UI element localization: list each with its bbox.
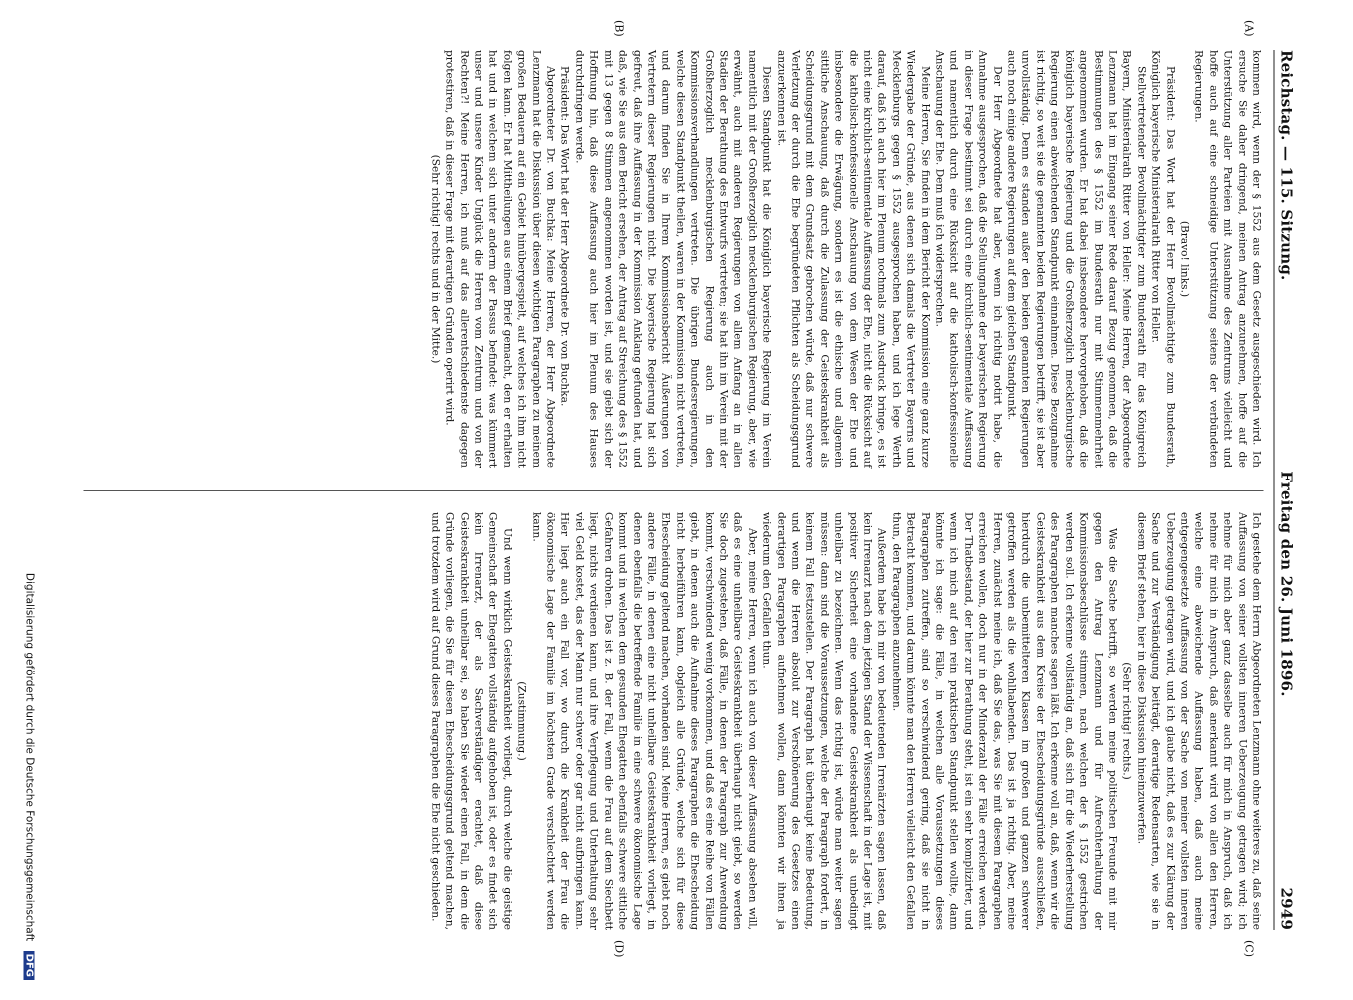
paragraph: Diesen Standpunkt hat die Königlich bayerische Regierung im Verein namentlich mit der Großherzoglich mecklenburgischen Regierung, aber, wie erwähnt, auch mit anderen Regierungen von allem Anfang an in allen Stadien der Berathung des Entwurfs vertreten; sie hat ihn im Verein mit der Großherzoglich mecklenburgischen Regierung auch in den Kommissionsverhandlungen vertreten. Die übrigen Bundesregierungen, welche diesen Standpunkt theilen, waren in der Kommission nicht vertreten, und darum finden Sie in Ihrem Kommissionsbericht Äußerungen von Vertretern dieser Regierungen nicht. Die bayerische Regierung hat sich gefreut, daß ihre Auffassung in der Kommission Anklang gefunden hat, und daß, wie Sie aus dem Bericht ersehen, der Antrag auf Streichung des § 1552 mit 13 gegen 8 Stimmen angenommen worden ist, und sie giebt sich der Hoffnung hin, daß diese Auffassung auch hier im Plenum des Hauses durchdringen werde. bbox=[572, 50, 773, 468]
header-rule bbox=[1273, 50, 1274, 930]
interjection: (Sehr richtig! rechts.) bbox=[1120, 662, 1133, 780]
digitization-notice bbox=[23, 120, 35, 980]
margin-marker-d: (D) bbox=[612, 940, 625, 958]
paragraph: Meine Herren, Sie finden in dem Bericht der Kommission eine ganz kurze Wiedergabe der Gründe, aus denen sich damals die Vertreter Bayerns und Mecklenburgs gegen § 1552 ausgesprochen haben, und ich lege Werth darauf, daß ich auch hier im Plenum nochmals zum Ausdruck bringe, es ist nicht eine kirchlich-sentimentale Auffassung der Ehe, nicht die Rücksicht auf die katholisch-konfessionelle Anschauung von dem Wesen der Ehe und insbesondere die Erwägung, sondern es ist die ethische und allgemein sittliche Anschauung, daß durch die Zulassung der Geisteskrankheit als Scheidungsgrund mit dem Grundsatz gebrochen würde, daß nur schwere Verletzung der durch die Ehe begründeten Pflichten als Scheidungsgrund anzuerkennen ist. bbox=[774, 50, 931, 468]
paragraph: Der Herr Abgeordnete hat aber, wenn ich richtig notirt habe, die Annahme ausgesprochen, daß die Stellungnahme der bayerischen Regierung in dieser Frage bestimmt sei durch eine kirchlich-sentimentale Auffassung und namentlich durch eine Rücksicht auf die katholisch-konfessionelle Anschauung der Ehe. Dem muß ich widersprechen. bbox=[933, 50, 1003, 468]
paragraph: Außerdem habe ich mir von bedeutenden Irrenärzten sagen lassen, daß kein Irrenarzt nach dem jetzigen Stand der Wissenschaft in der Lage ist, mit positiver Sicherheit eine vorhandene Geisteskrankheit als unbedingt unheilbar zu bezeichnen. Wenn das richtig ist, würde man weiter sagen müssen: dann sind die Voraussetzungen, welche der Paragraph fordert, in keinem Fall festzustellen. Der Paragraph hat überhaupt keine Bedeutung, und wenn die Herren absolut zur Verschönerung des Gesetzes einen derartigen Paragraphen aufnehmen wollen, dann könnten wir ihnen ja wiederum den Gefallen thun. bbox=[760, 512, 888, 930]
column-divider bbox=[83, 490, 1263, 491]
header-session: Reichstag. — 115. Sitzung. bbox=[1277, 50, 1295, 281]
right-column bbox=[427, 512, 1263, 930]
document-page bbox=[55, 20, 1305, 958]
paragraph: Präsident: Das Wort hat der Herr Abgeordnete Dr. von Buchka. bbox=[558, 66, 571, 407]
paragraph: Was die Sache betrifft, so werden meine politischen Freunde mit mir gegen den Antrag Lenzmann und für Aufrechterhaltung der Kommissionsbeschlüsse stimmen, nach welchen der § 1552 gestrichen werden soll. Ich erkenne vollständig an, daß sich für die Wiederherstellung des Paragraphen manches sagen läßt. Ich erkenne voll an, daß, wenn wir die Geisteskrankheit aus dem Kreise der Ehescheidungsgründe ausschließen, hierdurch die unbemittelteren Klassen im großen und ganzen schwerer getroffen werden als die wohlhabenden. Das ist ja richtig. Aber, meine Herren, zunächst meine ich, daß Sie das, was Sie mit diesem Paragraphen erreichen wollen, doch nur in der Minderzahl der Fälle erreichen werden. Der Thatbestand, der hier zur Berathung steht, ist ein sehr komplizirter, und wenn ich mich auf den rein praktischen Standpunkt stellen wollte, dann könnte ich sage: die Fälle, in welchen alle Voraussetzungen dieses Paragraphen zutreffen, sind so verschwindend gering, daß sie nicht in Betracht kommen, und darum könnte man den Herren vielleicht den Gefallen thun, den Paragraphen anzunehmen. bbox=[889, 512, 1118, 930]
digitization-text: Digitalisierung gefördert durch die Deutsche Forschungsgemeinschaft bbox=[23, 572, 35, 942]
paragraph: Ich gestehe dem Herrn Abgeordneten Lenzmann ohne weiteres zu, daß seine Auffassung von seiner vollsten inneren Ueberzeugung getragen wird; ich nehme für mich aber ganz dasselbe auch für mich in Anspruch, daß ich nehme für mich in Anspruch, daß anerkannt wird von allen den Herren, welche eine abweichende Auffassung haben, daß auch meine entgegengesetzte Auffassung von der Sache von meiner vollsten inneren Ueberzeugung getragen wird, und ich glaube nicht, daß es zur Klärung der Sache und zur Verständigung beiträgt, derartige Redensarten, wie sie in diesem Brief stehen, hier in diese Diskussion hineinzuwerfen. bbox=[1134, 512, 1262, 930]
margin-marker-a: (A) bbox=[1242, 20, 1255, 37]
margin-marker-b: (B) bbox=[612, 20, 625, 37]
paragraph: Präsident: Das Wort hat der Herr Bevollmächtigte zum Bundesrath, Königlich bayerische Ministerialrath Ritter von Heller. bbox=[1149, 50, 1176, 468]
interjection: (Sehr richtig! rechts und in der Mitte.) bbox=[428, 154, 441, 364]
page-number: 2949 bbox=[1277, 887, 1295, 930]
left-column bbox=[427, 50, 1263, 468]
dfg-logo: DFG bbox=[24, 951, 35, 980]
interjection: (Zustimmung.) bbox=[515, 681, 528, 761]
paragraph: Abgeordneter Dr. von Buchka: Meine Herren, der Herr Abgeordnete Lenzmann hat die Diskussion über diesen wichtigen Paragraphen zu meinem großen Bedauern auf ein Gebiet hinübergespielt, auf welches ich ihm nicht folgen kann. Er hat Mittheilungen aus einem Brief gemacht, den er erhalten hat und in welchem sich unter anderm der Passus befindet: was kümmert unser und unsere Kinder Unglück die Herren vom Zentrum und von der Rechten?! Meine Herren, ich muß auf das allerentschiedenste dagegen protestiren, daß in dieser Frage mit derartigen Gründen operirt wird. bbox=[443, 50, 557, 468]
paragraph: kommen wird, wenn der § 1552 aus dem Gesetz ausgeschieden wird. Ich ersuche Sie daher dringend, meinen Antrag anzunehmen, hoffe auf die Unterstützung aller Parteien mit Ausnahme des Zentrums vielleicht und hoffe auch auf eine schneidige Unterstützung seitens der verbündeten Regierungen. bbox=[1192, 50, 1262, 468]
margin-marker-c: (C) bbox=[1242, 940, 1255, 957]
page-header bbox=[1277, 50, 1305, 930]
interjection: (Bravo! links.) bbox=[1177, 220, 1190, 298]
header-date: Freitag den 26. Juni 1896. bbox=[1277, 471, 1295, 697]
paragraph: Stellvertretender Bevollmächtigter zum Bundesrath für das Königreich Bayern, Ministerialrath Ritter von Heller: Meine Herren, der Abgeordnete Lenzmann hat im Eingang seiner Rede darauf Bezug genommen, daß die Bestimmungen des § 1552 im Bundesrath nur mit Stimmenmehrheit angenommen wurden. Er hat dabei insbesondere hervorgehoben, daß die königlich bayerische Regierung und die Großherzoglich mecklenburgische Regierung einen abweichenden Standpunkt einnahmen. Diese Bezugnahme ist richtig, so weit sie die genannten beiden Regierungen betrifft, sie ist aber unvollständig. Denn es standen außer den beiden genannten Regierungen auch noch einige andere Regierungen auf dem gleichen Standpunkt. bbox=[1005, 50, 1147, 468]
paragraph: Aber, meine Herren, wenn ich auch von dieser Auffassung absehen will, daß es eine unheilbare Geisteskrankheit überhaupt nicht giebt, so werden Sie doch zugestehen, daß Fälle, in denen der Paragraph zur Anwendung kommt, verschwindend wenig vorkommen, und daß es eine Reihe von Fällen giebt, in denen auch die Aufnahme dieses Paragraphen die Ehescheidung nicht herbeiführen kann, obgleich alle Gründe, welche sich für diese Ehescheidung geltend machen, vorhanden sind. Meine Herren, es giebt noch andere Fälle, in denen eine nicht unheilbare Geisteskrankheit vorliegt, in denen ebenfalls die betreffende Familie in eine schwere ökonomische Lage kommt und in welchen dem gesunden Ehegatten ebenfalls schwere sittliche Gefahren drohen. Das ist z. B. der Fall, wenn die Frau auf dem Siechbett liegt, nichts verdienen kann, und ihre Verpflegung und Unterhaltung sehr viel Geld kostet, das der Mann nur schwer oder gar nicht aufbringen kann. Hier liegt auch ein Fall vor, wo durch die Krankheit der Frau die ökonomische Lage der Familie im höchsten Grade verschlechtert werden kann. bbox=[529, 512, 758, 930]
paragraph: Und wenn wirklich Geisteskrankheit vorliegt, durch welche die geistige Gemeinschaft der Ehegatten vollständig aufgehoben ist, oder es findet sich kein Irrenarzt, der als Sachverständiger erachtet, daß diese Geisteskrankheit unheilbar sei, so haben Sie wieder einen Fall, in dem die Gründe vorliegen, die Sie für diesen Ehescheidungsgrund geltend machen, und trotzdem wird auf Grund dieses Paragraphen die Ehe nicht geschieden. bbox=[428, 512, 513, 930]
